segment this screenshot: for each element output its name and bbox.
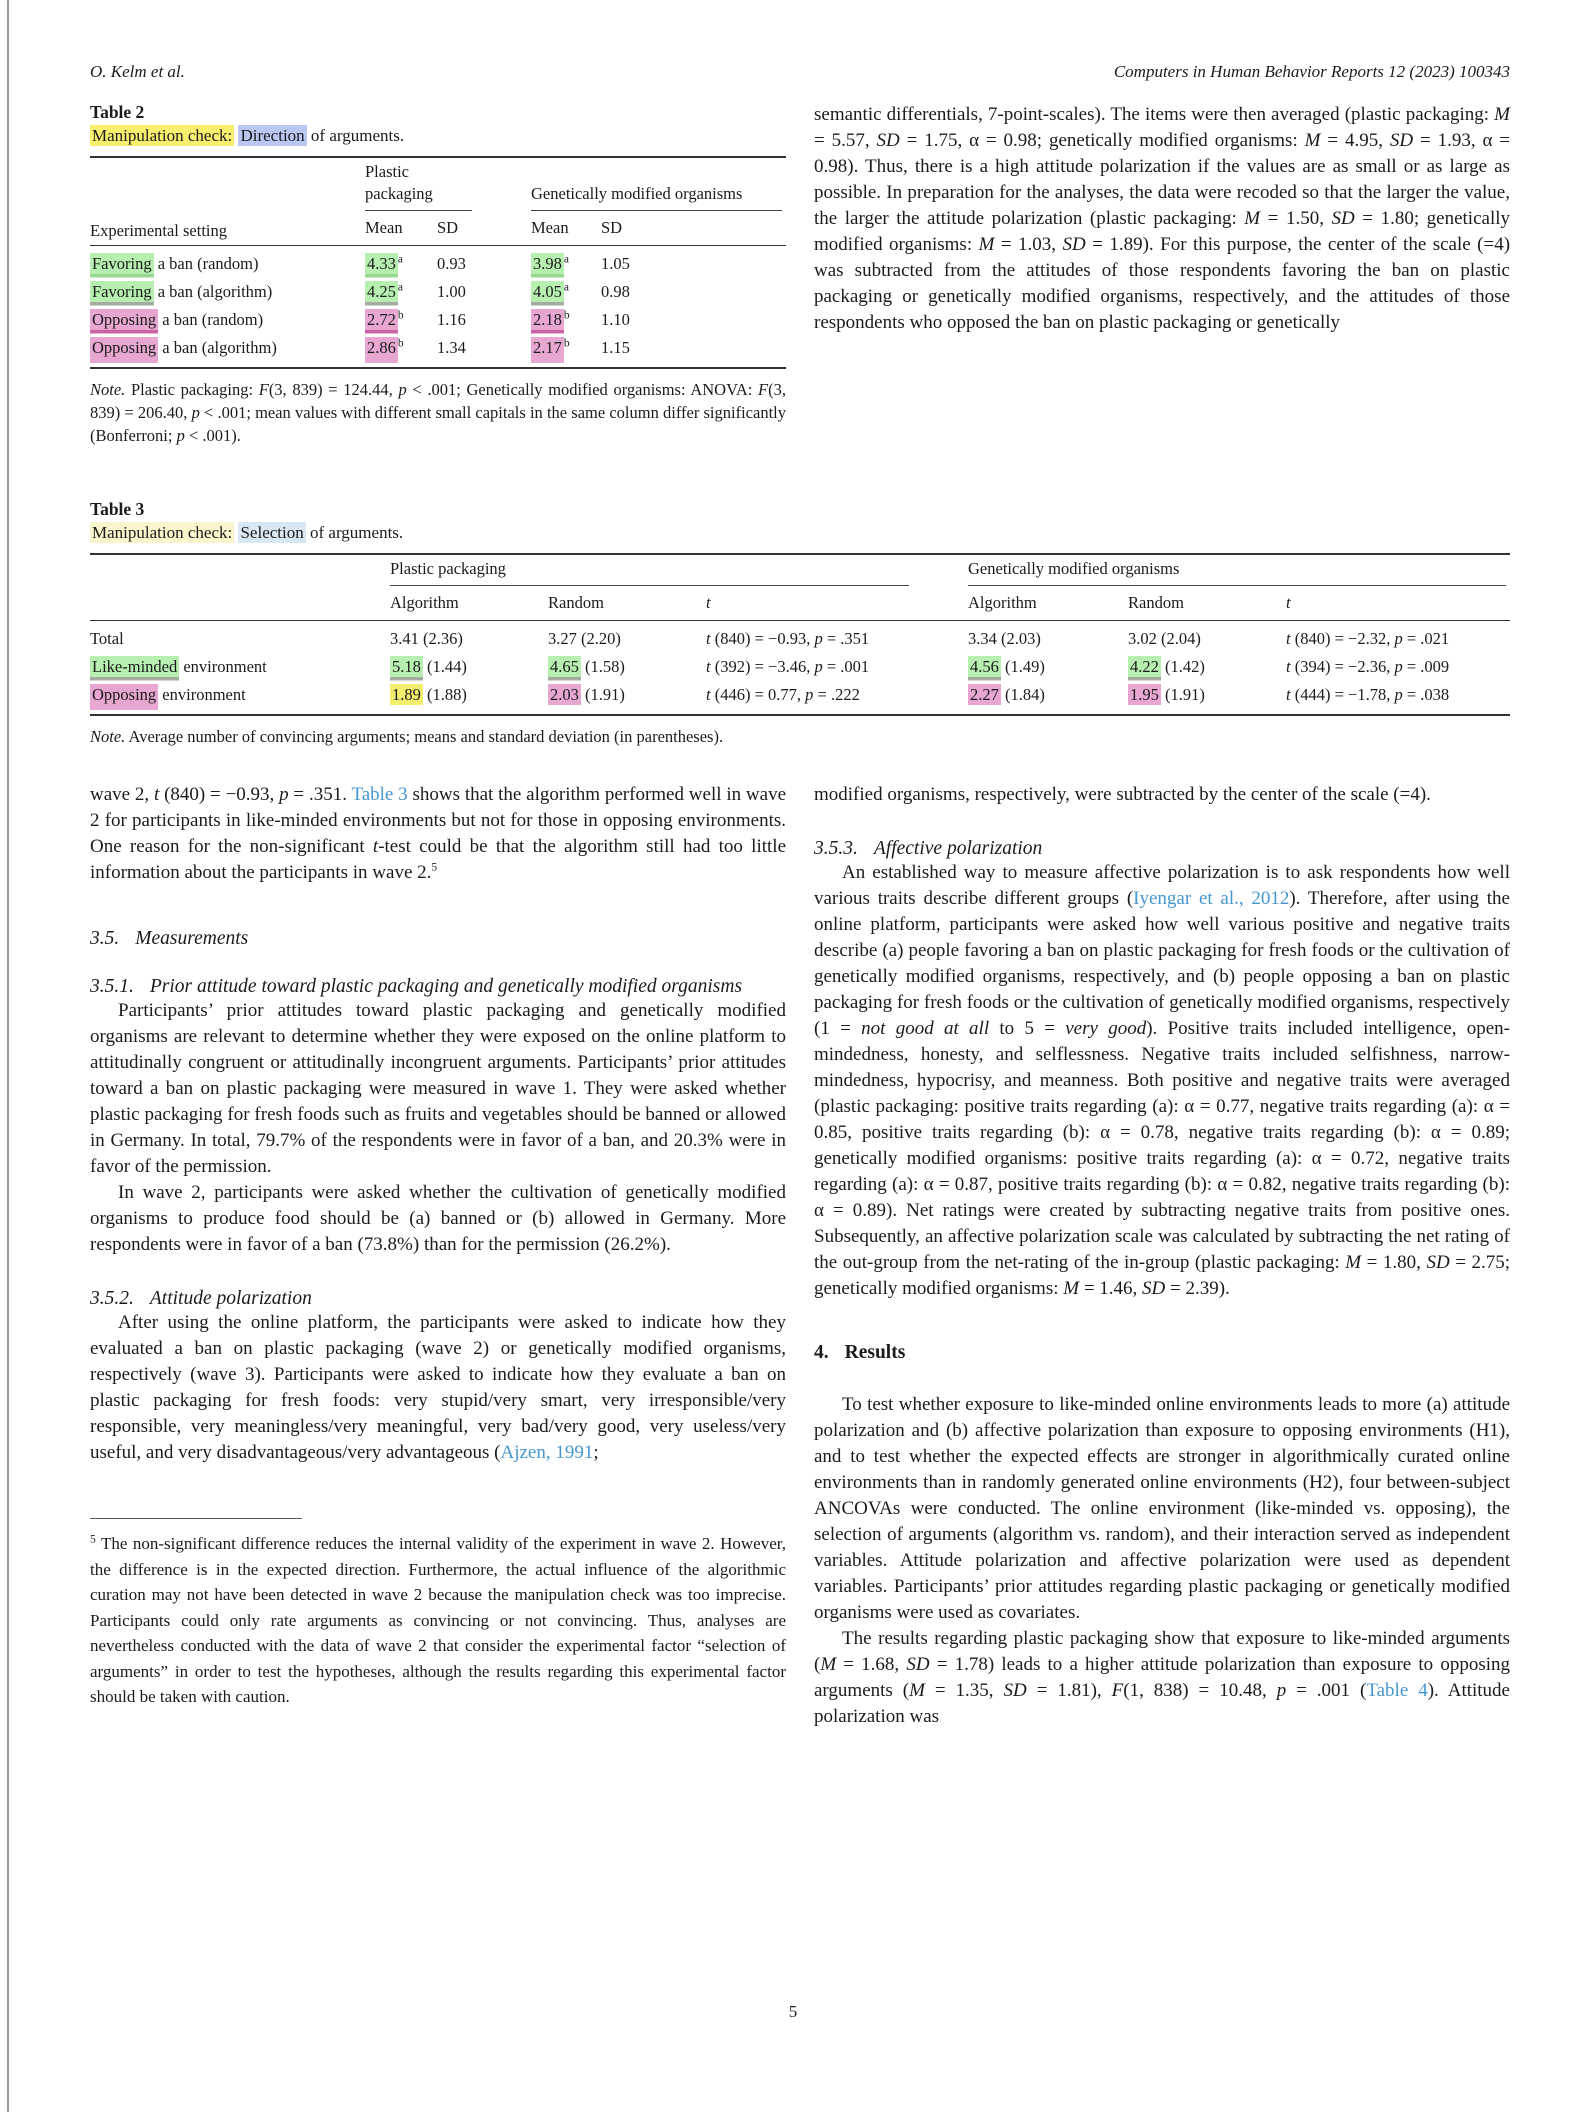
- row-label: Opposing environment: [90, 681, 390, 715]
- page-edge-line: [7, 0, 9, 2112]
- gmo-sd: 1.05: [601, 254, 630, 273]
- ajzen-1991-link[interactable]: Ajzen, 1991: [500, 1442, 594, 1463]
- section-heading-4-results: 4. Results: [814, 1342, 906, 1363]
- pp-t: t (840) = −0.93, p = .351: [706, 629, 870, 648]
- gmo-mean: 4.05 $^a$: [533, 281, 569, 301]
- section-heading-3-5: 3.5. Measurements: [90, 928, 249, 949]
- pp-mean: 2.72 $^b$: [367, 309, 404, 329]
- paragraph: wave 2, t (840) = −0.93, p = .351. Table 3 shows that the algorithm performed well in wave 2 for participants in like-minded environments but not for those in opposing environments. One reason for the non-significant t-test could be that the algorithm still had too little information about the participants in wave 2.$^5$: [90, 784, 787, 883]
- gmo-sd: 0.98: [601, 282, 630, 301]
- pp-algorithm: 5.18 (1.44): [392, 657, 467, 676]
- section-heading-3-5-2: 3.5.2. Attitude polarization: [90, 1288, 312, 1309]
- gmo-t: t (444) = −1.78, p = .038: [1286, 685, 1450, 704]
- footnote-block: [90, 1518, 786, 1710]
- section-heading-3-5-3: 3.5.3. Affective polarization: [814, 838, 1043, 859]
- row-label: Favoring a ban (algorithm): [92, 282, 273, 301]
- gmo-random: 3.02 (2.04): [1128, 629, 1201, 648]
- pp-mean: 2.86 $^b$: [365, 334, 437, 368]
- pp-random: 4.65 (1.58): [550, 657, 625, 676]
- gmo-mean: 2.18 $^b$: [533, 309, 570, 329]
- gmo-sd: 1.15: [601, 338, 630, 357]
- row-label: Opposing a ban (algorithm): [90, 334, 365, 368]
- page-number: 5: [788, 2002, 798, 2021]
- gmo-random: 4.22 (1.42): [1130, 657, 1205, 676]
- iyengar-2012-link[interactable]: Iyengar et al., 2012: [1133, 888, 1290, 909]
- footnote-divider: [90, 1518, 302, 1519]
- table-row: [90, 278, 786, 306]
- gmo-t: t (394) = −2.36, p = .009: [1286, 657, 1450, 676]
- table2-group-plastic: Plastic packaging: [365, 157, 531, 214]
- pp-t: t (446) = 0.77, p = .222: [706, 685, 860, 704]
- table3-group-plastic: Plastic packaging: [390, 554, 968, 589]
- section-heading-3-5-1: 3.5.1. Prior attitude toward plastic packaging and genetically modified organisms: [90, 976, 743, 997]
- table3-caption: Manipulation check: Selection of arguments.: [92, 523, 404, 542]
- table3-block: [90, 499, 1510, 748]
- table3: [90, 553, 1510, 716]
- table4-link[interactable]: Table 4: [1366, 1680, 1428, 1701]
- gmo-algorithm: 2.27 (1.84): [970, 685, 1045, 704]
- pp-sd: 0.93: [437, 254, 466, 273]
- table3-note: Note. Average number of convincing arguments; means and standard deviation (in parentheses).: [90, 727, 724, 746]
- gmo-random: 1.95 (1.91): [1130, 685, 1205, 704]
- table3-col-t-pp: t: [706, 589, 968, 621]
- pp-algorithm: 1.89 (1.88): [392, 685, 467, 704]
- table3-row-header: [90, 554, 390, 621]
- pp-random: 2.03 (1.91): [550, 685, 625, 704]
- paragraph: modified organisms, respectively, were subtracted by the center of the scale (=4).: [814, 784, 1431, 805]
- table-row: [90, 334, 786, 368]
- pp-mean: 4.33 $^a$: [367, 253, 403, 273]
- paragraph: semantic differentials, 7-point-scales). The items were then averaged (plastic packaging: M = 5.57, SD = 1.75, α = 0.98; genetically modified organisms: M = 4.95, SD = 1.93, α = 0.98). Thus, there is a high attitude polarization if the values are as small or as large as possible. In preparation for the analyses, the data were recoded so that the larger the value, the larger the attitude polarization (plastic packaging: M = 1.50, SD = 1.80; genetically modified organisms: M = 1.03, SD = 1.89). For this purpose, the center of the scale (=4) was subtracted from the attitudes of those respondents favoring the ban on plastic packaging or genetically modified organisms, respectively, and the attitudes of those respondents who opposed the ban on plastic packaging or genetically: [814, 104, 1511, 333]
- row-label: Like-minded environment: [92, 657, 267, 676]
- paragraph: After using the online platform, the participants were asked to indicate how they evaluated a ban on plastic packaging (wave 2) or genetically modified organisms, respectively (wave 3). Participants were asked to indicate how they evaluate a ban on plastic packaging for fresh foods: very stupid/very smart, very irresponsible/very responsible, very meaningless/very meaningful, very bad/very good, very useless/very useful, and very disadvantageous/very advantageous (Ajzen, 1991;: [90, 1312, 786, 1463]
- row-label: Total: [90, 629, 124, 648]
- footnote-text: $^5$ The non-significant difference reduces the internal validity of the experiment in wave 2. However, the difference is in the expected direction. Furthermore, the actual influence of the algorithmic curation may not have been detected in wave 2 because the manipulation check was too imprecise. Participants could only rate arguments as convincing or not convincing. Thus, analyses are nevertheless conducted with the data of wave 2 that consider the experimental factor “selection of arguments” in order to test the hypotheses, although the results regarding this experimental factor should be taken with caution.: [90, 1533, 786, 1706]
- table3-col-random-pp: Random: [548, 589, 706, 621]
- table2-row-header: Experimental setting: [90, 157, 365, 246]
- table2-block: [90, 102, 786, 447]
- table3-link[interactable]: Table 3: [351, 784, 408, 805]
- pp-sd: 1.34: [437, 338, 466, 357]
- table2-caption: Manipulation check: Direction of arguments.: [92, 126, 405, 145]
- table2-col-mean-gmo: Mean: [531, 214, 601, 246]
- table-row: [90, 246, 786, 279]
- table-row: [90, 306, 786, 334]
- table-row: [90, 653, 1510, 681]
- table-row: [90, 621, 1510, 654]
- table3-col-algorithm-pp: Algorithm: [390, 589, 548, 621]
- paragraph: An established way to measure affective polarization is to ask respondents how well various traits describe different groups (Iyengar et al., 2012). Therefore, after using the online platform, participants were asked how well various positive and negative traits describe (a) people favoring a ban on plastic packaging for fresh foods or the cultivation of genetically modified organisms, respectively, and (b) people opposing a ban on plastic packaging for fresh foods or the cultivation of genetically modified organisms, respectively (1 = not good at all to 5 = very good). Positive traits included intelligence, open-mindedness, honesty, and selflessness. Negative traits included selfishness, narrow-mindedness, hypocrisy, and meanness. Both positive and negative traits were averaged (plastic packaging: positive traits regarding (a): α = 0.77, negative traits regarding (a): α = 0.85, positive traits regarding (b): α = 0.78, negative traits regarding (b): α = 0.89; genetically modified organisms: positive traits regarding (a): α = 0.72, negative traits regarding (a): α = 0.87, positive traits regarding (b): α = 0.82, negative traits regarding (b): α = 0.89). Net ratings were created by subtracting negative traits from positive ones. Subsequently, an affective polarization scale was calculated by subtracting the net rating of the out-group from the net-rating of the in-group (plastic packaging: M = 1.80, SD = 2.75; genetically modified organisms: M = 1.46, SD = 2.39).: [814, 862, 1510, 1299]
- right-column: [814, 782, 1510, 1730]
- gmo-mean: 2.17 $^b$: [531, 334, 601, 368]
- gmo-algorithm: 4.56 (1.49): [970, 657, 1045, 676]
- left-column: [90, 782, 786, 1710]
- gmo-mean: 3.98 $^a$: [533, 253, 569, 273]
- table2-col-sd-gmo: SD: [601, 214, 786, 246]
- author-header: O. Kelm et al.: [90, 62, 185, 81]
- table-row: [90, 681, 1510, 715]
- pp-algorithm: 3.41 (2.36): [390, 629, 463, 648]
- table2-col-sd-pp: SD: [437, 214, 531, 246]
- pp-mean: 4.25 $^a$: [367, 281, 403, 301]
- pp-sd: 1.16: [437, 310, 466, 329]
- row-label: Favoring a ban (random): [92, 254, 259, 273]
- table2-group-gmo: Genetically modified organisms: [531, 157, 786, 214]
- pp-t: t (392) = −3.46, p = .001: [706, 657, 870, 676]
- table2-col-mean-pp: Mean: [365, 214, 437, 246]
- pp-random: 3.27 (2.20): [548, 629, 621, 648]
- gmo-algorithm: 3.34 (2.03): [968, 629, 1041, 648]
- table3-group-gmo: Genetically modified organisms: [968, 554, 1510, 589]
- table2-note: Note. Plastic packaging: F(3, 839) = 124.44, p < .001; Genetically modified organisms: ANOVA: F(3, 839) = 206.40, p < .001; mean values with different small capitals in the same column differ significantly (Bonferroni; p < .001).: [90, 380, 787, 445]
- row-label: Opposing a ban (random): [92, 310, 264, 329]
- table2: [90, 156, 786, 369]
- journal-header: Computers in Human Behavior Reports 12 (2023) 100343: [1113, 62, 1510, 81]
- page-header: [90, 62, 1510, 82]
- gmo-sd: 1.10: [601, 310, 630, 329]
- paragraph: Participants’ prior attitudes toward plastic packaging and genetically modified organisms are relevant to determine whether they were exposed on the online platform to attitudinally congruent or attitudinally incongruent arguments. Participants’ prior attitudes toward a ban on plastic packaging were measured in wave 1. They were asked whether plastic packaging for fresh foods such as fruits and vegetables should be banned or allowed in Germany. In total, 79.7% of the respondents were in favor of a ban, and 20.3% were in favor of the permission.: [90, 1000, 786, 1177]
- pp-sd: 1.00: [437, 282, 466, 301]
- table2-label: Table 2: [90, 102, 145, 122]
- paragraph: In wave 2, participants were asked whether the cultivation of genetically modified organisms to produce food should be (a) banned or (b) allowed in Germany. More respondents were in favor of a ban (73.8%) than for the permission (26.2%).: [90, 1182, 786, 1255]
- gmo-t: t (840) = −2.32, p = .021: [1286, 629, 1450, 648]
- paragraph: To test whether exposure to like-minded online environments leads to more (a) attitude polarization and (b) affective polarization than exposure to opposing environments (H1), and to test whether the expected effects are stronger in algorithmically curated online environments than in randomly generated online environments (H2), four between-subject ANCOVAs were conducted. The online environment (like-minded vs. opposing), the selection of arguments (algorithm vs. random), and their interaction served as independent variables. Attitude polarization and affective polarization were used as dependent variables. Participants’ prior attitudes regarding plastic packaging or genetically modified organisms were used as covariates.: [814, 1394, 1510, 1623]
- paragraph: The results regarding plastic packaging show that exposure to like-minded arguments (M = 1.68, SD = 1.78) leads to a higher attitude polarization than exposure to opposing arguments (M = 1.35, SD = 1.81), F(1, 838) = 10.48, p = .001 (Table 4). Attitude polarization was: [814, 1628, 1510, 1727]
- table3-col-random-gmo: Random: [1128, 589, 1286, 621]
- table3-col-algorithm-gmo: Algorithm: [968, 589, 1128, 621]
- table3-label: Table 3: [90, 499, 145, 519]
- table3-col-t-gmo: t: [1286, 589, 1510, 621]
